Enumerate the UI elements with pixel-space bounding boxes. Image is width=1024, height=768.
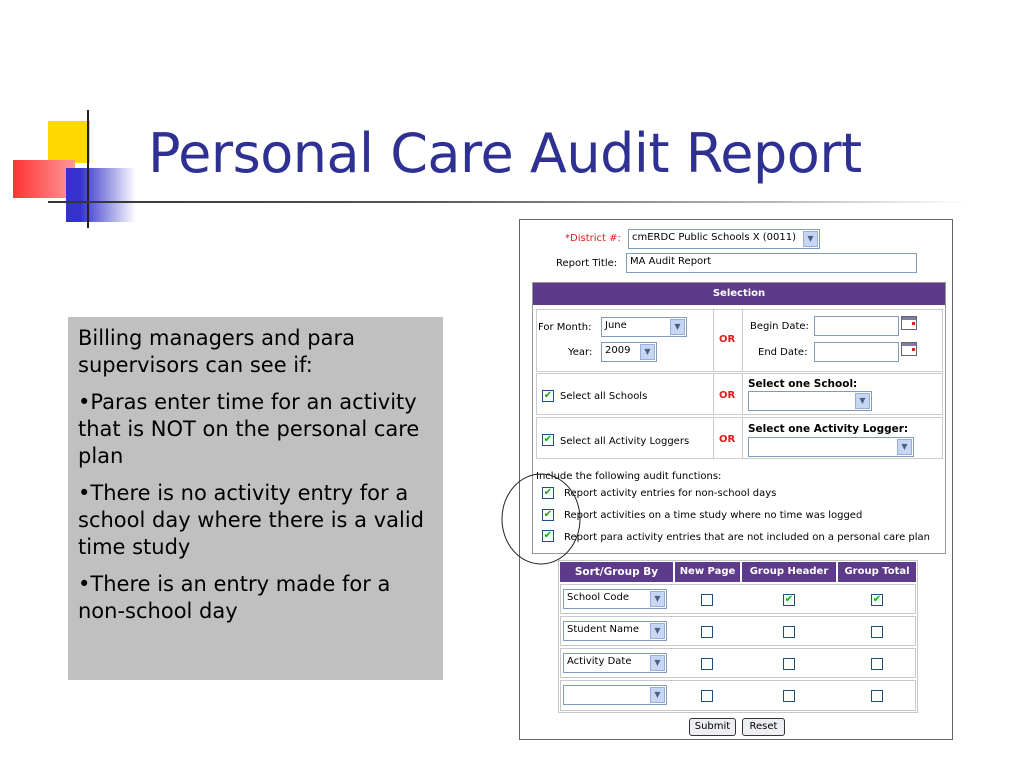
sort-select[interactable] <box>563 589 667 609</box>
chevron-down-icon[interactable]: ▼ <box>670 319 685 335</box>
year-label: Year: <box>568 347 593 358</box>
audit-checkbox[interactable]: ✔ <box>543 509 553 520</box>
logger-select[interactable] <box>748 437 914 457</box>
bullet-item: •There is no activity entry for a school day where there is a valid time study <box>78 481 424 559</box>
end-date-input[interactable] <box>814 342 899 362</box>
or-label: OR <box>719 390 736 401</box>
group-header-checkbox[interactable]: ✔ <box>784 594 794 605</box>
select-all-schools-checkbox[interactable]: ✔ <box>543 390 553 401</box>
report-form <box>519 219 953 740</box>
district-value: cmERDC Public Schools X (0011) <box>632 232 797 243</box>
month-label: For Month: <box>538 322 592 333</box>
or-label: OR <box>719 434 736 445</box>
group-total-checkbox[interactable] <box>871 658 883 670</box>
table-header: New Page <box>675 562 740 582</box>
chevron-down-icon[interactable]: ▼ <box>650 623 665 639</box>
district-label: *District #: <box>565 233 621 244</box>
begin-date-label: Begin Date: <box>750 321 809 332</box>
audit-checkbox[interactable]: ✔ <box>543 530 553 541</box>
or-label: OR <box>719 334 736 345</box>
select-all-schools-label: Select all Schools <box>560 391 648 402</box>
submit-button[interactable]: Submit <box>689 718 736 736</box>
table-header: Sort/Group By <box>560 562 673 582</box>
year-value: 2009 <box>605 345 631 356</box>
reset-button[interactable]: Reset <box>742 718 785 736</box>
table-header: Group Total <box>838 562 916 582</box>
group-header-checkbox[interactable] <box>783 690 795 702</box>
slide-title: Personal Care Audit Report <box>148 122 862 185</box>
decor-blue-square <box>66 168 136 222</box>
group-total-checkbox[interactable] <box>871 690 883 702</box>
group-total-checkbox[interactable]: ✔ <box>872 594 882 605</box>
audit-checkbox[interactable]: ✔ <box>543 487 553 498</box>
select-all-loggers-checkbox[interactable]: ✔ <box>543 434 553 445</box>
bullet-intro: Billing managers and para supervisors can see if: <box>78 326 355 377</box>
year-select[interactable] <box>601 342 657 362</box>
report-title-input[interactable]: MA Audit Report <box>626 253 917 273</box>
sort-select[interactable] <box>563 685 667 705</box>
chevron-down-icon[interactable]: ▼ <box>650 655 665 671</box>
new-page-checkbox[interactable] <box>701 594 713 606</box>
sort-value: School Code <box>567 592 629 603</box>
sort-value: Student Name <box>567 624 640 635</box>
new-page-checkbox[interactable] <box>701 690 713 702</box>
audit-function-label: Report para activity entries that are not included on a personal care plan <box>564 532 930 543</box>
select-one-school-label: Select one School: <box>748 378 858 390</box>
bullet-box <box>68 317 443 680</box>
bullet-item: •There is an entry made for a non-school day <box>78 572 391 623</box>
report-title-label: Report Title: <box>556 258 618 269</box>
month-select[interactable] <box>601 317 687 337</box>
sort-select[interactable] <box>563 621 667 641</box>
audit-function-label: Report activities on a time study where no time was logged <box>564 510 863 521</box>
group-header-checkbox[interactable] <box>783 626 795 638</box>
chevron-down-icon[interactable]: ▼ <box>897 439 912 455</box>
chevron-down-icon[interactable]: ▼ <box>855 393 870 409</box>
group-total-checkbox[interactable] <box>871 626 883 638</box>
end-date-label: End Date: <box>758 347 808 358</box>
calendar-icon[interactable] <box>901 342 917 356</box>
decor-yellow-square <box>48 121 90 163</box>
selection-header: Selection <box>533 283 945 305</box>
sort-select[interactable] <box>563 653 667 673</box>
begin-date-input[interactable] <box>814 316 899 336</box>
chevron-down-icon[interactable]: ▼ <box>650 687 665 703</box>
decor-vertical-line <box>87 110 89 228</box>
table-header: Group Header <box>742 562 836 582</box>
calendar-icon[interactable] <box>901 316 917 330</box>
new-page-checkbox[interactable] <box>701 626 713 638</box>
select-all-loggers-label: Select all Activity Loggers <box>560 436 690 447</box>
new-page-checkbox[interactable] <box>701 658 713 670</box>
bullet-item: •Paras enter time for an activity that is NOT on the personal care plan <box>78 390 420 468</box>
chevron-down-icon[interactable]: ▼ <box>650 591 665 607</box>
chevron-down-icon[interactable]: ▼ <box>640 344 655 360</box>
audit-intro-label: Include the following audit functions: <box>536 471 722 482</box>
sort-value: Activity Date <box>567 656 632 667</box>
district-select[interactable] <box>628 229 820 249</box>
school-select[interactable] <box>748 391 872 411</box>
audit-function-label: Report activity entries for non-school days <box>564 488 777 499</box>
month-value: June <box>605 320 627 331</box>
chevron-down-icon[interactable]: ▼ <box>803 231 818 247</box>
group-header-checkbox[interactable] <box>783 658 795 670</box>
select-one-logger-label: Select one Activity Logger: <box>748 423 909 435</box>
title-underline <box>48 201 968 203</box>
